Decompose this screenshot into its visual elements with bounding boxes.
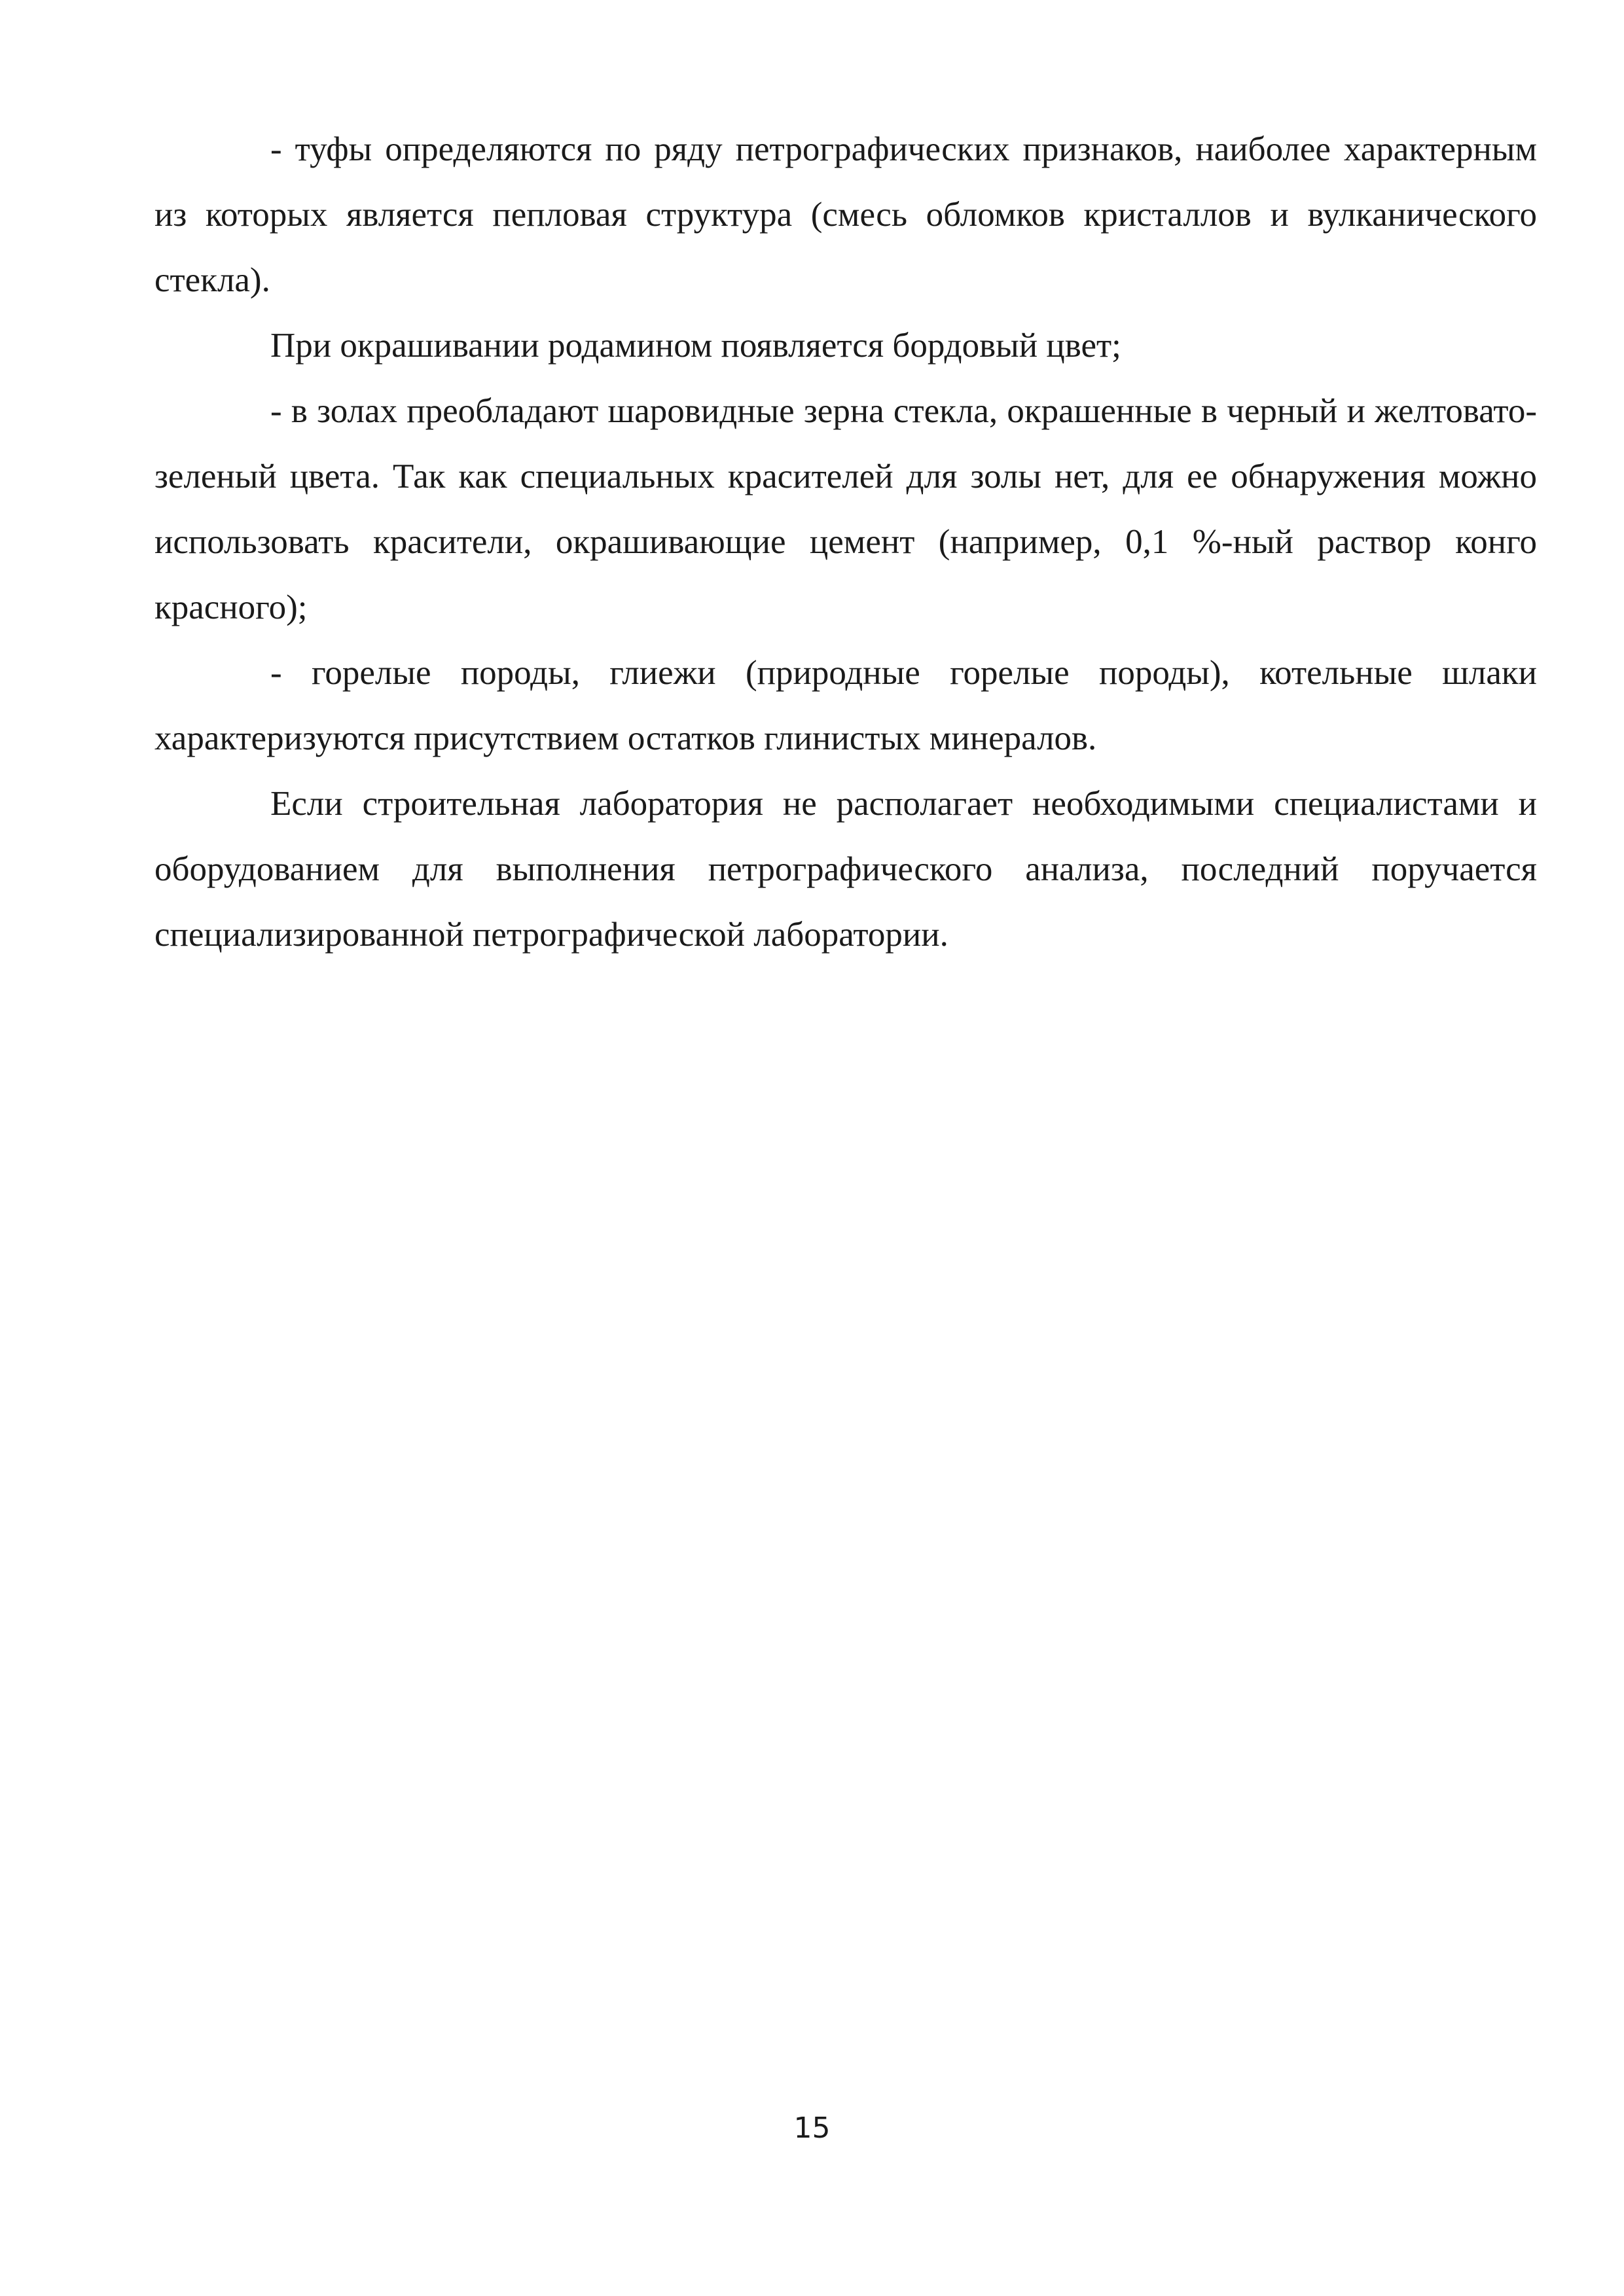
body-text: [154, 117, 1537, 967]
paragraph-ashes: - в золах преобладают шаровидные зерна стекла, окрашенные в черный и желтовато-зеленый цвета. Так как специальных красителей для золы нет, для ее обнаружения можно использовать красители, окрашивающие цемент (например, 0,1 %-ный раствор конго красного);: [154, 392, 1537, 626]
paragraph-rhodamine: При окрашивании родамином появляется бордовый цвет;: [270, 327, 1121, 365]
paragraph-laboratory: Если строительная лаборатория не располагает необходимыми специалистами и оборудованием для выполнения петрографического анализа, последний поручается специализированной петрографической лаборатории.: [154, 785, 1537, 954]
paragraph-burnt-rocks: - горелые породы, глиежи (природные горелые породы), котельные шлаки характеризуются присутствием остатков глинистых минералов.: [154, 654, 1537, 757]
paragraph-tuffs: - туфы определяются по ряду петрографических признаков, наиболее характерным из которых является пепловая структура (смесь обломков кристаллов и вулканического стекла).: [154, 130, 1537, 299]
page-number: 15: [793, 2111, 831, 2145]
